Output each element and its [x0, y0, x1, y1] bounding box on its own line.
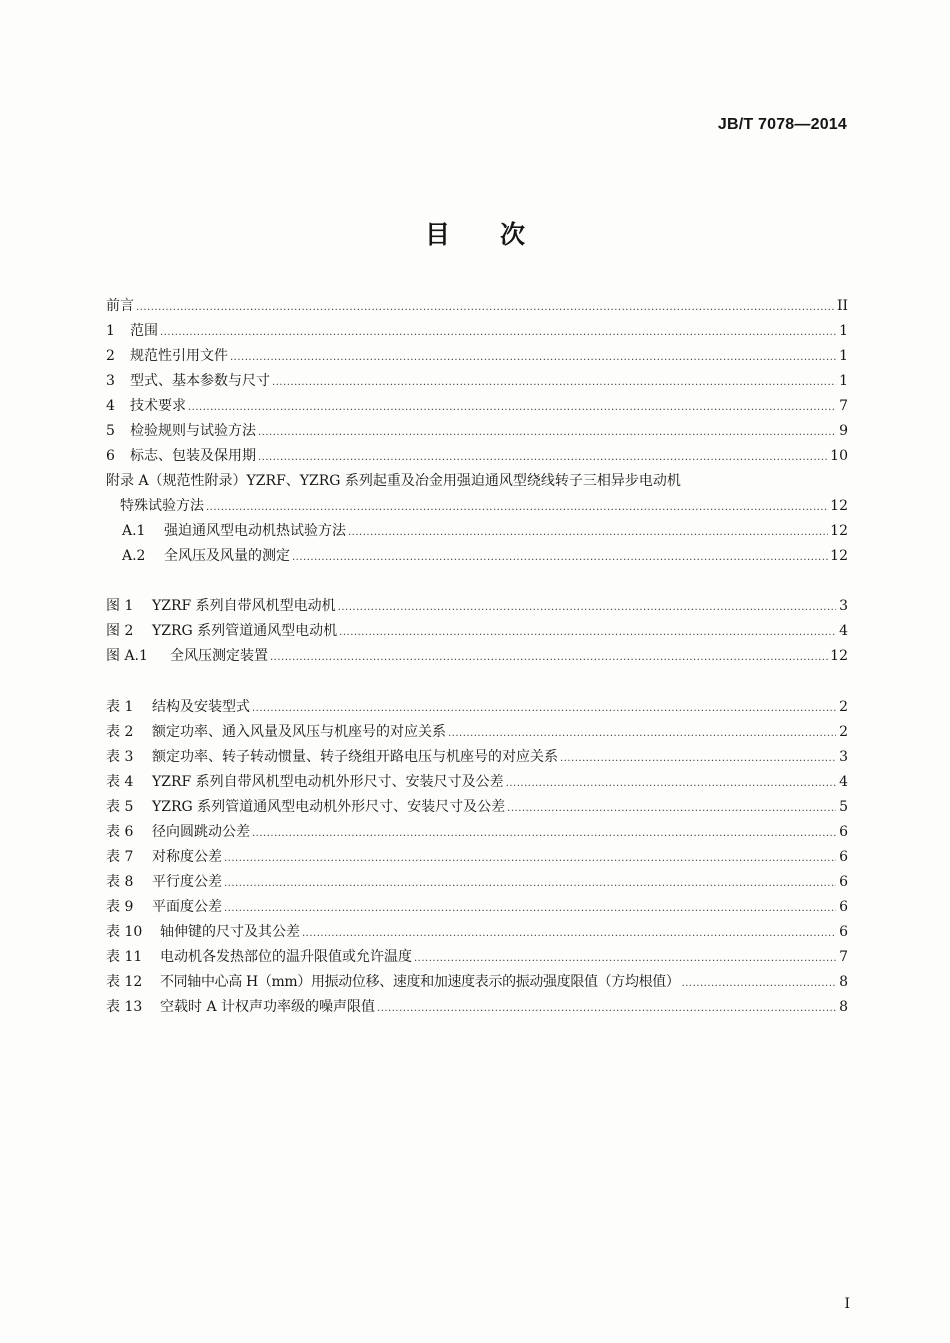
toc-subentry[interactable]	[106, 519, 848, 544]
leader-dots	[448, 721, 836, 746]
toc-entry-page: 1	[839, 348, 848, 364]
toc-table-entry[interactable]	[106, 995, 848, 1020]
toc-entry-page: 2	[839, 699, 848, 715]
toc-entry-text: 检验规则与试验方法	[130, 423, 256, 439]
leader-dots	[224, 896, 836, 921]
toc-entry-page: 7	[839, 398, 848, 414]
toc-table-entry[interactable]	[106, 895, 848, 920]
toc-table-entry[interactable]	[106, 695, 848, 720]
toc-entry-page: 4	[839, 623, 848, 639]
toc-entry-page: 8	[839, 974, 848, 990]
toc-entry-page: 1	[839, 323, 848, 339]
toc-entry-text: 规范性引用文件	[130, 348, 228, 364]
toc-entry-page: 6	[839, 824, 848, 840]
leader-dots	[414, 946, 836, 971]
toc-subentry[interactable]	[106, 544, 848, 569]
leader-dots	[338, 595, 836, 620]
toc-table-number: 表 10	[106, 924, 143, 940]
toc-table-text: 对称度公差	[152, 849, 222, 865]
leader-dots	[507, 796, 836, 821]
leader-dots	[270, 645, 828, 670]
leader-dots	[258, 420, 836, 445]
toc-entry-number: 3	[106, 373, 115, 389]
toc-tables-list	[106, 695, 848, 1020]
toc-table-number: 表 5	[106, 799, 134, 815]
toc-table-entry[interactable]	[106, 745, 848, 770]
leader-dots	[339, 620, 836, 645]
toc-entry[interactable]	[106, 319, 848, 344]
toc-subentry-text: 全风压及风量的测定	[164, 548, 290, 564]
toc-entry-page: 2	[839, 724, 848, 740]
toc-table-entry[interactable]	[106, 720, 848, 745]
toc-entry-text: 技术要求	[130, 398, 186, 414]
toc-table-text: YZRF 系列自带风机型电动机外形尺寸、安装尺寸及公差	[152, 774, 504, 790]
toc-figure-number: 图 2	[106, 623, 134, 639]
toc-entry[interactable]	[106, 344, 848, 369]
toc-table-number: 表 2	[106, 724, 134, 740]
toc-entry-page: 9	[839, 423, 848, 439]
toc-table-number: 表 7	[106, 849, 134, 865]
toc-table-entry[interactable]	[106, 770, 848, 795]
toc-table-text: 额定功率、转子转动惯量、转子绕组开路电压与机座号的对应关系	[152, 749, 558, 765]
leader-dots	[230, 345, 836, 370]
leader-dots	[348, 520, 828, 545]
toc-appendix-continuation[interactable]	[106, 494, 848, 519]
toc-table-number: 表 13	[106, 999, 143, 1015]
toc-entry-page: II	[836, 298, 848, 314]
toc-table-number: 表 11	[106, 949, 143, 965]
toc-table-entry[interactable]	[106, 920, 848, 945]
leader-dots	[258, 445, 828, 470]
toc-entry[interactable]	[106, 444, 848, 469]
leader-dots	[272, 370, 836, 395]
toc-figure-number: 图 1	[106, 598, 134, 614]
leader-dots	[224, 846, 836, 871]
toc-figures-list	[106, 594, 848, 669]
toc-entry-page: 12	[830, 548, 848, 564]
toc-entry-number: 6	[106, 448, 115, 464]
toc-table-text: 轴伸键的尺寸及其公差	[160, 924, 300, 940]
leader-dots	[206, 495, 828, 520]
toc-table-text: 平面度公差	[152, 899, 222, 915]
toc-appendix-line2: 特殊试验方法	[120, 498, 204, 514]
toc-figure-entry[interactable]	[106, 619, 848, 644]
toc-figure-text: YZRG 系列管道通风型电动机	[152, 623, 338, 639]
toc-entry-page: 12	[830, 648, 848, 664]
toc-table-text: 空载时 A 计权声功率级的噪声限值	[160, 999, 376, 1015]
toc-entry-page: 3	[839, 749, 848, 765]
toc-entry-page: 6	[839, 849, 848, 865]
toc-entry-text: 型式、基本参数与尺寸	[130, 373, 270, 389]
toc-entry-page: 5	[839, 799, 848, 815]
toc-entry-page: 7	[839, 949, 848, 965]
toc-entry-page: 12	[830, 523, 848, 539]
toc-figure-text: YZRF 系列自带风机型电动机	[152, 598, 336, 614]
leader-dots	[506, 771, 836, 796]
toc-entry-page: 3	[839, 598, 848, 614]
leader-dots	[160, 320, 836, 345]
leader-dots	[682, 971, 836, 996]
toc-subentry-number: A.2	[122, 548, 146, 564]
toc-entry[interactable]	[106, 419, 848, 444]
toc-table-number: 表 4	[106, 774, 134, 790]
toc-table-number: 表 1	[106, 699, 134, 715]
toc-table-entry[interactable]	[106, 870, 848, 895]
toc-entry-text: 范围	[130, 323, 158, 339]
toc-entry-page: 4	[839, 774, 848, 790]
toc-entry-page: 6	[839, 899, 848, 915]
toc-appendix-line1: 附录 A（规范性附录）YZRF、YZRG 系列起重及冶金用强迫通风型绕线转子三相异步电动机	[106, 473, 681, 489]
toc-table-text: 电动机各发热部位的温升限值或允许温度	[160, 949, 412, 965]
leader-dots	[292, 545, 828, 570]
toc-figure-number: 图 A.1	[106, 648, 148, 664]
toc-entry-number: 1	[106, 323, 115, 339]
leader-dots	[302, 921, 836, 946]
toc-table-text: 平行度公差	[152, 874, 222, 890]
toc-table-number: 表 9	[106, 899, 134, 915]
toc-figure-entry[interactable]	[106, 594, 848, 619]
toc-entry-page: 6	[839, 924, 848, 940]
leader-dots	[188, 395, 836, 420]
toc-figure-text: 全风压测定装置	[170, 648, 268, 664]
toc-main-list	[106, 294, 848, 569]
toc-table-text: 径向圆跳动公差	[152, 824, 250, 840]
toc-table-entry[interactable]	[106, 970, 848, 995]
page-title: 目 次	[424, 220, 525, 249]
toc-table-number: 表 6	[106, 824, 134, 840]
toc-entry-number: 4	[106, 398, 115, 414]
toc-subentry-number: A.1	[122, 523, 146, 539]
toc-table-text: 不同轴中心高 H（mm）用振动位移、速度和加速度表示的振动强度限值（方均根值）	[160, 974, 680, 990]
toc-entry[interactable]	[106, 394, 848, 419]
toc-entry-text: 前言	[106, 298, 134, 314]
toc-table-text: YZRG 系列管道通风型电动机外形尺寸、安装尺寸及公差	[152, 799, 506, 815]
leader-dots	[560, 746, 836, 771]
toc-entry-page: 8	[839, 999, 848, 1015]
toc-table-entry[interactable]	[106, 820, 848, 845]
toc-table-entry[interactable]	[106, 795, 848, 820]
toc-entry-number: 2	[106, 348, 115, 364]
toc-entry-page: 6	[839, 874, 848, 890]
toc-table-number: 表 12	[106, 974, 143, 990]
toc-appendix-title[interactable]	[106, 469, 848, 494]
toc-table-number: 表 8	[106, 874, 134, 890]
leader-dots	[224, 871, 836, 896]
toc-table-number: 表 3	[106, 749, 134, 765]
leader-dots	[252, 696, 836, 721]
toc-entry[interactable]	[106, 369, 848, 394]
toc-figure-entry[interactable]	[106, 644, 848, 669]
toc-entry-foreword[interactable]	[106, 294, 848, 319]
leader-dots	[136, 295, 835, 320]
toc-table-text: 结构及安装型式	[152, 699, 250, 715]
toc-table-text: 额定功率、通入风量及风压与机座号的对应关系	[152, 724, 446, 740]
toc-table-entry[interactable]	[106, 845, 848, 870]
toc-entry-page: 1	[839, 373, 848, 389]
toc-subentry-text: 强迫通风型电动机热试验方法	[164, 523, 346, 539]
toc-entry-page: 12	[830, 498, 848, 514]
toc-table-entry[interactable]	[106, 945, 848, 970]
toc-entry-number: 5	[106, 423, 115, 439]
leader-dots	[377, 996, 836, 1021]
standard-code: JB/T 7078—2014	[717, 116, 847, 133]
leader-dots	[252, 821, 836, 846]
toc-entry-page: 10	[830, 448, 848, 464]
toc-entry-text: 标志、包装及保用期	[130, 448, 256, 464]
page-number: I	[844, 1296, 850, 1312]
